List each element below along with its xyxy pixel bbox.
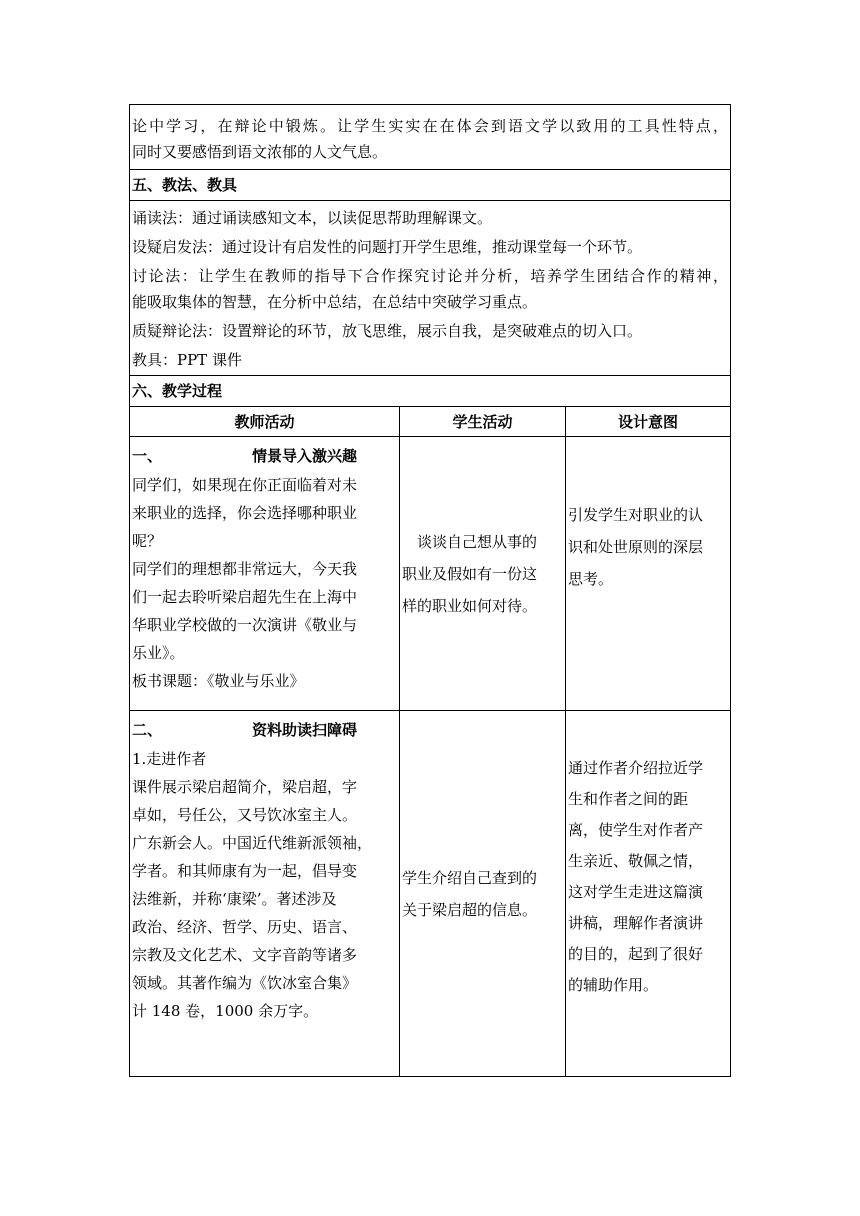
intro-line: 论中学习，在辩论中锻炼。让学生实实在在体会到语文学以致用的工具性特点，: [132, 117, 728, 135]
section5-heading-row: [130, 170, 730, 201]
teacher-text: [130, 745, 399, 1025]
method-line: 讨论法：让学生在教师的指导下合作探究讨论并分析，培养学生团结合作的精神，: [132, 267, 728, 285]
text-line: 宗教及文化艺术、文字音韵等诸多: [132, 946, 358, 964]
text-line: 们一起去聆听梁启超先生在上海中: [132, 588, 358, 606]
text-line: 政治、经济、哲学、历史、语言、: [132, 918, 358, 936]
lesson-plan-table: [129, 104, 731, 1077]
column-header-intent: 设计意图: [566, 407, 730, 437]
text-line: 引发学生对职业的认: [568, 506, 704, 524]
method-line: 质疑辩论法：设置辩论的环节，放飞思维，展示自我，是突破难点的切入口。: [132, 322, 643, 340]
student-cell: [400, 711, 566, 1076]
text-line: 样的职业如何对待。: [402, 596, 538, 615]
section5-body: [130, 201, 730, 376]
text-line: 板书课题：《敬业与乐业》: [132, 672, 305, 690]
intent-cell: [566, 711, 730, 1076]
column-header-teacher: 教师活动: [130, 407, 400, 437]
teacher-cell: [130, 437, 400, 711]
intro-block: [130, 105, 730, 170]
method-line: 能吸取集体的智慧，在分析中总结，在总结中突破学习重点。: [132, 293, 538, 311]
method-line: 诵读法：通过诵读感知文本，以读促思帮助理解课文。: [132, 209, 493, 227]
text-line: 识和处世原则的深层: [568, 538, 704, 556]
text-line: 学者。和其师康有为一起，倡导变: [132, 862, 358, 880]
text-line: 生亲近、敬佩之情，: [568, 852, 704, 870]
text-line: 同学们，如果现在你正面临着对未: [132, 476, 358, 494]
text-line: 法维新，并称‘康梁’。著述涉及: [132, 890, 337, 908]
text-line: 课件展示梁启超简介，梁启超，字: [132, 778, 358, 796]
text-line: 同学们的理想都非常远大，今天我: [132, 560, 358, 578]
text-line: 的辅助作用。: [568, 976, 659, 994]
process-grid-wrap: [130, 407, 730, 1076]
text-line: 乐业》。: [132, 644, 185, 662]
text-line: 通过作者介绍拉近学: [568, 759, 704, 777]
section6-heading: 六、教学过程: [132, 382, 223, 400]
text-line: 生和作者之间的距: [568, 790, 689, 808]
step-name: 资料助读扫障碍: [252, 721, 358, 739]
step-number: 一、: [132, 447, 163, 465]
text-line: 职业及假如有一份这: [402, 564, 538, 583]
text-line: 的目的，起到了很好: [568, 945, 704, 963]
process-grid: [130, 407, 730, 1076]
text-line: 讲稿，理解作者演讲: [568, 914, 704, 932]
teacher-cell: [130, 711, 400, 1076]
text-line: 计 148 卷，1000 余万字。: [132, 1002, 319, 1020]
method-line: 设疑启发法：通过设计有启发性的问题打开学生思维，推动课堂每一个环节。: [132, 238, 643, 256]
text-line: 1.走进作者: [132, 750, 207, 768]
text-line: 华职业学校做的一次演讲《敬业与: [132, 616, 358, 634]
step-number: 二、: [132, 721, 163, 739]
tools-line: 教具：PPT 课件: [132, 351, 242, 369]
text-line: 广东新会人。中国近代维新派领袖，: [132, 834, 373, 852]
student-cell: [400, 437, 566, 711]
text-line: 关于梁启超的信息。: [402, 900, 538, 919]
text-line: 领域。其著作编为《饮冰室合集》: [132, 974, 358, 992]
section5-heading: 五、教法、教具: [132, 176, 238, 194]
text-line: 卓如，号任公，又号饮冰室主人。: [132, 806, 358, 824]
text-line: 思考。: [568, 570, 614, 588]
step-title: [130, 715, 399, 745]
intro-line: 同时又要感悟到语文浓郁的人文气息。: [132, 143, 388, 161]
section6-heading-row: [130, 376, 730, 407]
text-line: 这对学生走进这篇演: [568, 883, 704, 901]
text-line: 来职业的选择，你会选择哪种职业: [132, 504, 358, 522]
intent-cell: [566, 437, 730, 711]
step-title: [130, 441, 399, 471]
step-name: 情景导入激兴趣: [252, 447, 358, 465]
column-header-student: 学生活动: [400, 407, 566, 437]
text-line: 呢？: [132, 532, 163, 550]
text-line: 谈谈自己想从事的: [402, 532, 538, 551]
text-line: 学生介绍自己查到的: [402, 868, 538, 887]
teacher-text: [130, 471, 399, 695]
text-line: 离，使学生对作者产: [568, 821, 704, 839]
